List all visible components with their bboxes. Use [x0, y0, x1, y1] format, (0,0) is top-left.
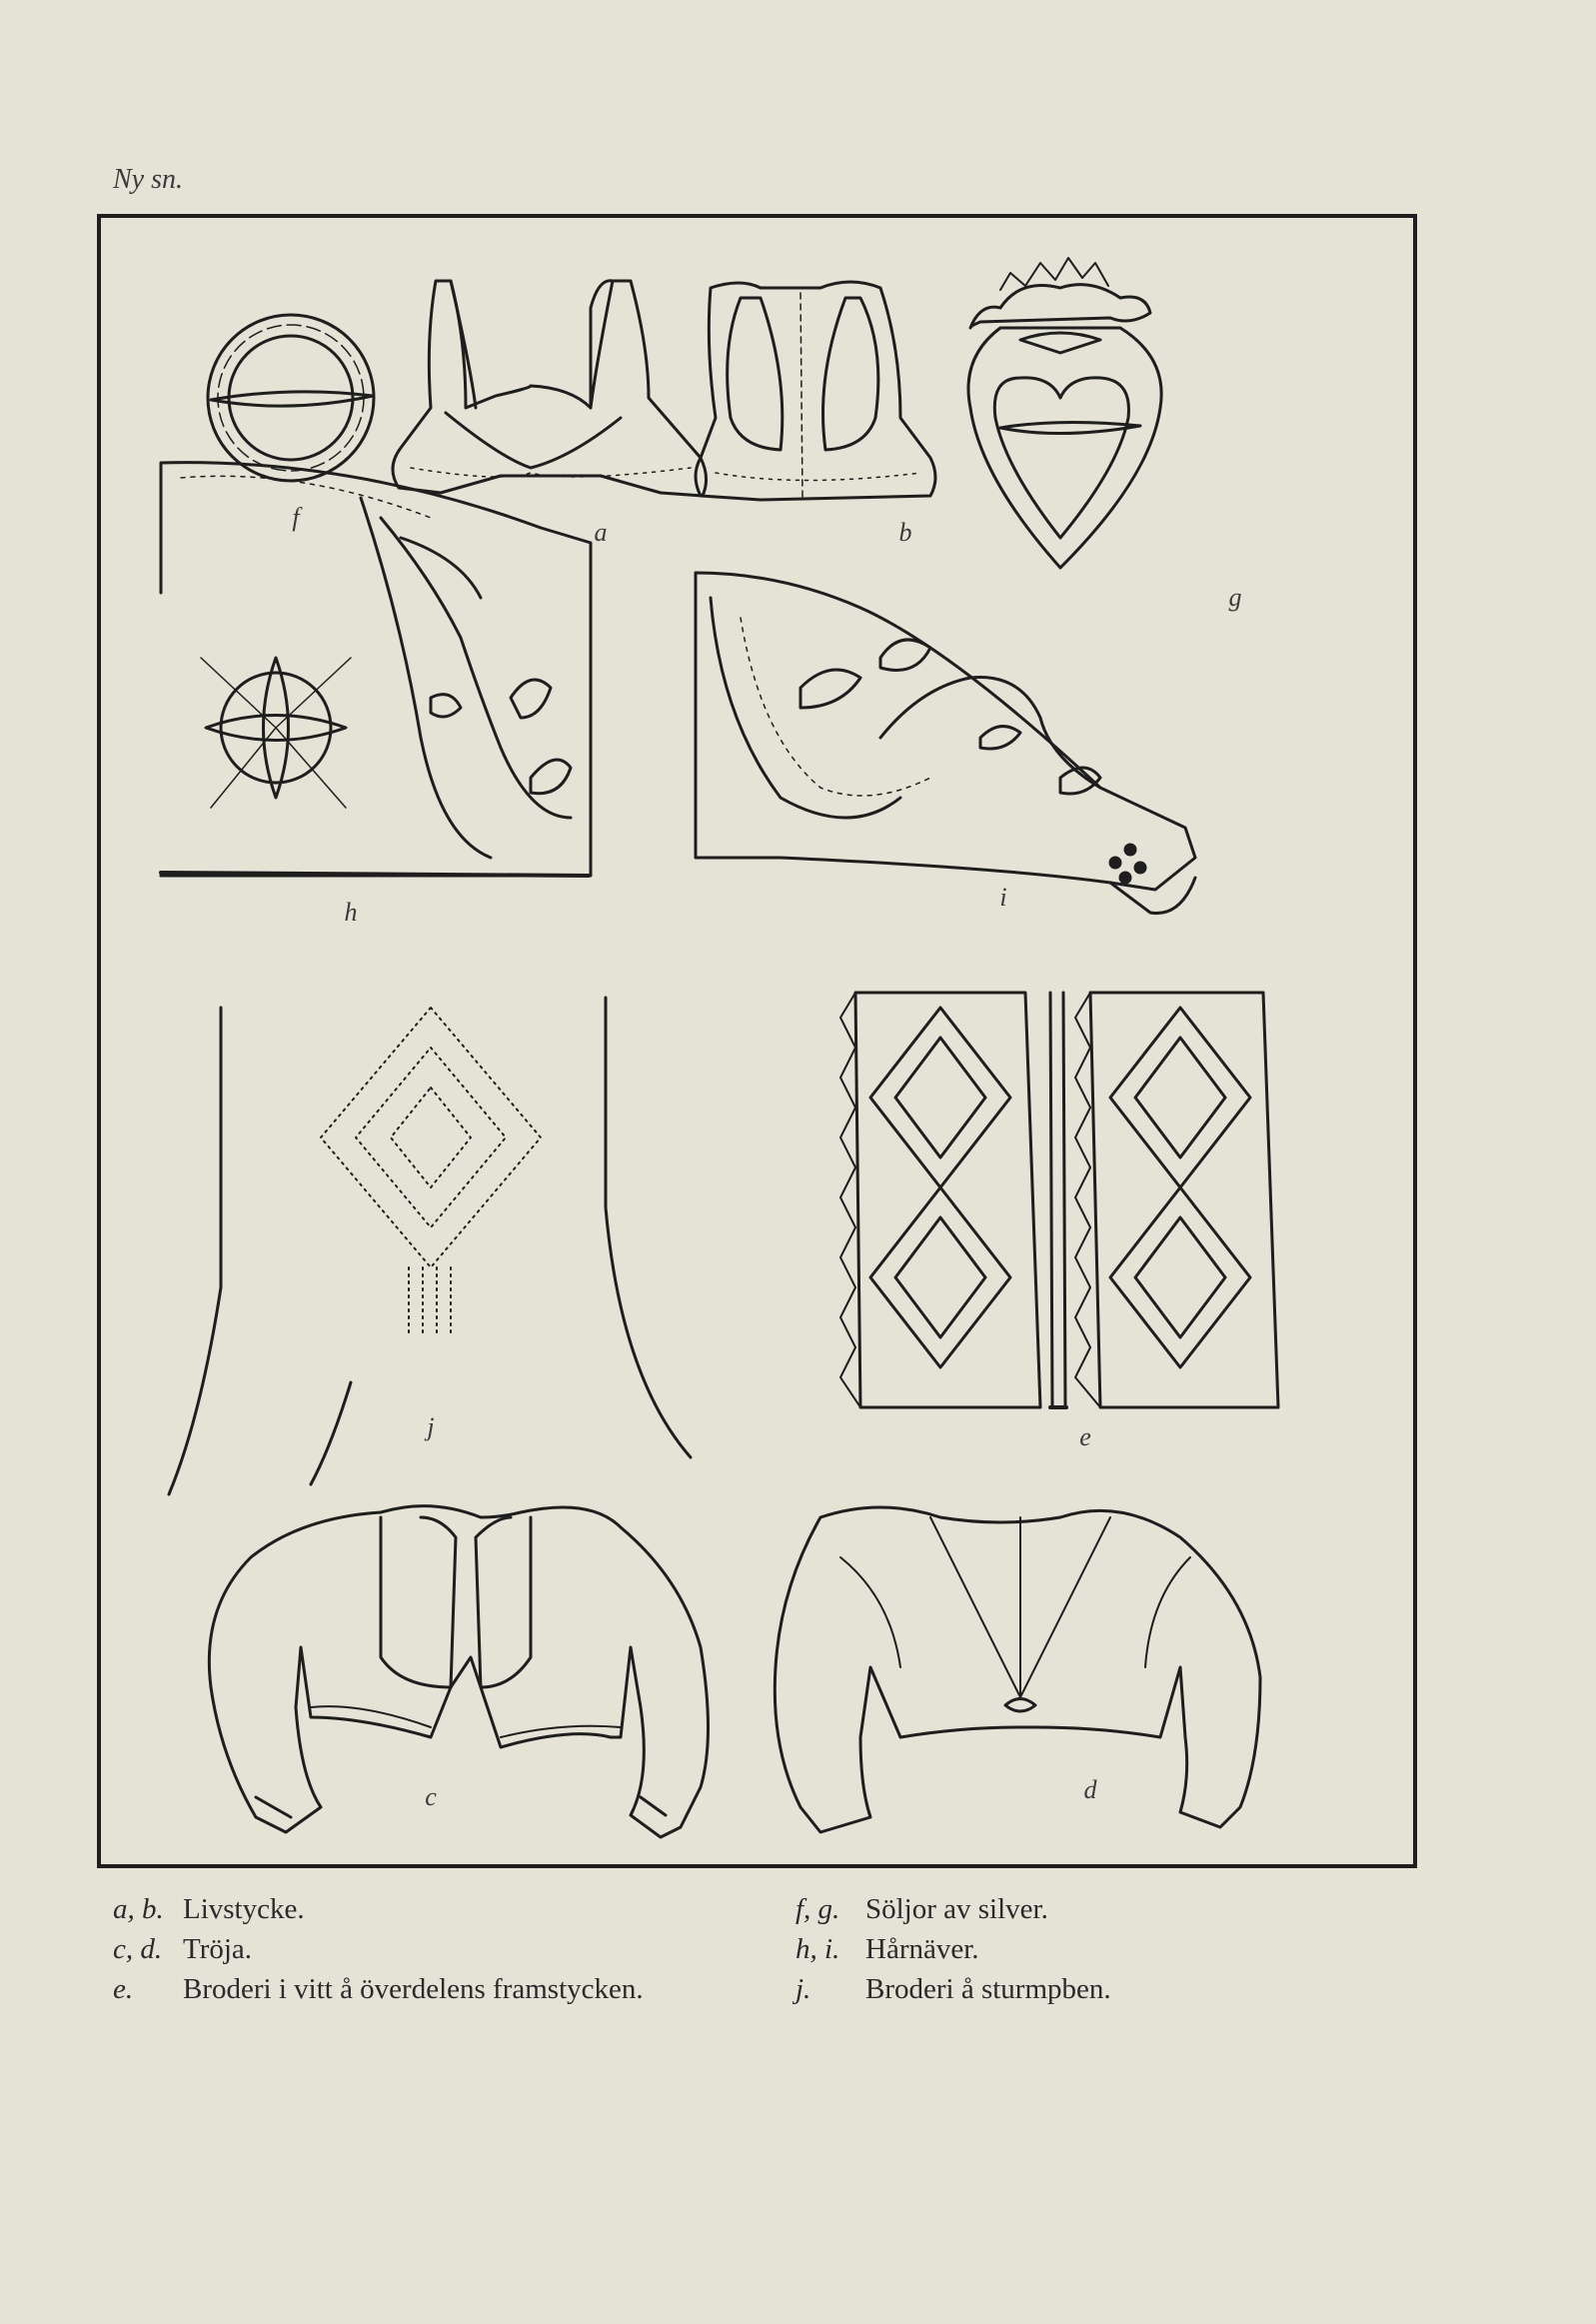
- caption-item: [796, 1969, 1111, 2009]
- bodice-front-icon: [393, 281, 707, 496]
- caption-text: Livstycke.: [183, 1893, 305, 1925]
- figure-label-i: i: [999, 883, 1007, 912]
- embroidered-cuff-icon: [161, 463, 591, 876]
- figure-label-d: d: [1083, 1775, 1097, 1804]
- caption-item: [113, 1929, 644, 1969]
- caption-key: c, d.: [113, 1933, 163, 1965]
- caption-key: j.: [796, 1973, 811, 2005]
- figure-label-h: h: [344, 898, 358, 927]
- figure-label-a: a: [594, 518, 608, 547]
- figure-label-b: b: [898, 518, 912, 547]
- bodice-back-icon: [696, 282, 935, 500]
- caption-text: Broderi i vitt å överdelens framstycken.: [183, 1973, 644, 2005]
- caption-text: Tröja.: [183, 1933, 253, 1965]
- figure-label-f: f: [292, 503, 300, 532]
- caption-column-right: [796, 1889, 1111, 2009]
- caption-item: [796, 1889, 1111, 1929]
- illustration-plate: [97, 214, 1417, 1868]
- caption-item: [113, 1969, 644, 2009]
- caption-text: Söljor av silver.: [865, 1893, 1048, 1925]
- caption-column-left: [113, 1889, 644, 2009]
- caption-key: f, g.: [796, 1893, 840, 1925]
- caption-item: [113, 1889, 644, 1929]
- caption-key: e.: [113, 1973, 134, 2005]
- embroidered-bands-icon: [840, 993, 1278, 1407]
- jacket-back-icon: [775, 1507, 1260, 1832]
- caption-key: a, b.: [113, 1893, 164, 1925]
- embroidered-cuff-icon: [696, 573, 1195, 914]
- figure-label-c: c: [425, 1782, 437, 1811]
- caption-text: Broderi å sturmpben.: [865, 1973, 1111, 2005]
- page-header: Ny sn.: [113, 164, 183, 195]
- heart-brooch-icon: [968, 258, 1161, 568]
- caption-item: [796, 1929, 1111, 1969]
- ring-brooch-icon: [208, 315, 374, 481]
- figure-label-j: j: [427, 1412, 435, 1441]
- figure-label-e: e: [1079, 1422, 1091, 1451]
- caption-text: Hårnäver.: [865, 1933, 979, 1965]
- figure-label-g: g: [1228, 583, 1242, 612]
- caption-key: h, i.: [796, 1933, 840, 1965]
